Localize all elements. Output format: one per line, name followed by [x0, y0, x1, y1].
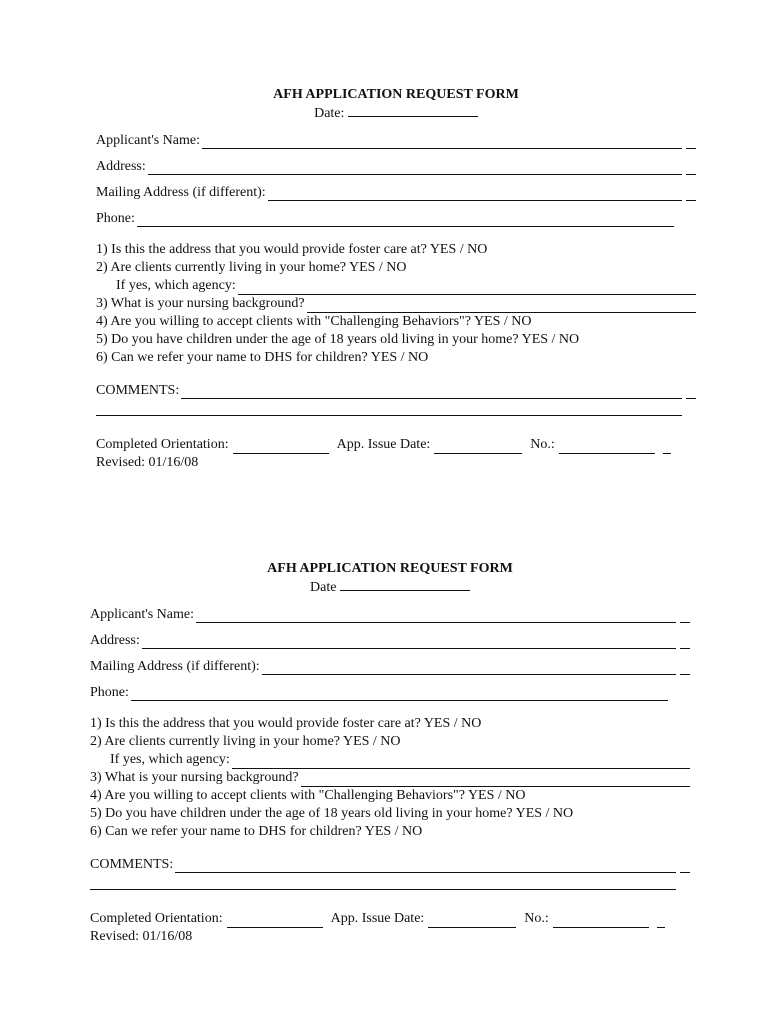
- line-tail: [657, 913, 665, 928]
- date-field[interactable]: [348, 104, 478, 117]
- application-form-1: [96, 86, 696, 472]
- applicant-name-row: [96, 131, 696, 149]
- issue-date-field[interactable]: [434, 439, 522, 454]
- agency-label: If yes, which agency:: [116, 278, 236, 293]
- office-use-row: [96, 436, 696, 454]
- form-title: AFH APPLICATION REQUEST FORM: [273, 87, 519, 102]
- question-6: 6) Can we refer your name to DHS for children? YES / NO: [96, 350, 429, 365]
- agency-field[interactable]: [238, 280, 696, 295]
- question-4: 4) Are you willing to accept clients with "Challenging Behaviors"? YES / NO: [90, 788, 526, 803]
- question-3: 3) What is your nursing background?: [96, 295, 696, 313]
- agency-label: If yes, which agency:: [110, 752, 230, 767]
- phone-field[interactable]: [131, 686, 668, 701]
- line-tail: [686, 384, 696, 399]
- agency-field[interactable]: [232, 754, 690, 769]
- agency-row: [96, 277, 696, 295]
- question-1: 1) Is this the address that you would provide foster care at? YES / NO: [90, 716, 482, 731]
- address-field[interactable]: [142, 634, 676, 649]
- date-label: Date: [310, 580, 337, 595]
- phone-label: Phone:: [96, 211, 135, 226]
- question-1: 1) Is this the address that you would provide foster care at? YES / NO: [96, 242, 488, 257]
- application-form-2: [90, 560, 690, 946]
- mailing-address-row: [90, 657, 690, 675]
- date-label: Date:: [314, 106, 345, 121]
- number-field[interactable]: [553, 913, 649, 928]
- applicant-name-label: Applicant's Name:: [90, 607, 194, 622]
- mailing-address-field[interactable]: [268, 186, 682, 201]
- line-tail: [680, 660, 690, 675]
- comments-extra-line[interactable]: [96, 405, 682, 416]
- questions-list: [96, 241, 696, 367]
- form-title: AFH APPLICATION REQUEST FORM: [267, 561, 513, 576]
- agency-row: [90, 751, 690, 769]
- comments-row: [96, 381, 696, 399]
- comments-field[interactable]: [175, 858, 676, 873]
- revised-date: Revised: 01/16/08: [90, 929, 193, 944]
- question-6: 6) Can we refer your name to DHS for children? YES / NO: [90, 824, 423, 839]
- office-use-row: [90, 910, 690, 928]
- questions-list: [90, 715, 690, 841]
- question-2: 2) Are clients currently living in your home? YES / NO: [96, 260, 407, 275]
- applicant-name-label: Applicant's Name:: [96, 133, 200, 148]
- phone-row: [90, 683, 690, 701]
- line-tail: [680, 858, 690, 873]
- nursing-background-field[interactable]: [307, 298, 696, 313]
- number-label: No.:: [530, 437, 555, 452]
- issue-date-label: App. Issue Date:: [330, 911, 425, 926]
- question-2: 2) Are clients currently living in your home? YES / NO: [90, 734, 401, 749]
- address-row: [90, 631, 690, 649]
- line-tail: [663, 439, 671, 454]
- issue-date-label: App. Issue Date:: [336, 437, 431, 452]
- completed-orientation-label: Completed Orientation:: [90, 911, 223, 926]
- phone-field[interactable]: [137, 212, 674, 227]
- date-field[interactable]: [340, 578, 470, 591]
- comments-extra-line[interactable]: [90, 879, 676, 890]
- applicant-name-field[interactable]: [196, 608, 676, 623]
- comments-field[interactable]: [181, 384, 682, 399]
- address-label: Address:: [96, 159, 146, 174]
- line-tail: [686, 186, 696, 201]
- issue-date-field[interactable]: [428, 913, 516, 928]
- phone-row: [96, 209, 696, 227]
- line-tail: [680, 634, 690, 649]
- date-row: [90, 578, 690, 597]
- question-3: 3) What is your nursing background?: [90, 769, 690, 787]
- completed-orientation-field[interactable]: [233, 439, 329, 454]
- completed-orientation-label: Completed Orientation:: [96, 437, 229, 452]
- comments-label: COMMENTS:: [96, 383, 180, 398]
- line-tail: [680, 608, 690, 623]
- address-field[interactable]: [148, 160, 682, 175]
- line-tail: [686, 134, 696, 149]
- date-row: [96, 104, 696, 123]
- mailing-address-row: [96, 183, 696, 201]
- question-5: 5) Do you have children under the age of 18 years old living in your home? YES / NO: [96, 332, 580, 347]
- phone-label: Phone:: [90, 685, 129, 700]
- mailing-address-field[interactable]: [262, 660, 676, 675]
- mailing-address-label: Mailing Address (if different):: [96, 185, 266, 200]
- line-tail: [686, 160, 696, 175]
- mailing-address-label: Mailing Address (if different):: [90, 659, 260, 674]
- applicant-name-row: [90, 605, 690, 623]
- number-field[interactable]: [559, 439, 655, 454]
- question-5: 5) Do you have children under the age of 18 years old living in your home? YES / NO: [90, 806, 574, 821]
- address-label: Address:: [90, 633, 140, 648]
- address-row: [96, 157, 696, 175]
- comments-row: [90, 855, 690, 873]
- completed-orientation-field[interactable]: [227, 913, 323, 928]
- number-label: No.:: [524, 911, 549, 926]
- applicant-name-field[interactable]: [202, 134, 682, 149]
- question-4: 4) Are you willing to accept clients with "Challenging Behaviors"? YES / NO: [96, 314, 532, 329]
- comments-label: COMMENTS:: [90, 857, 174, 872]
- revised-date: Revised: 01/16/08: [96, 455, 199, 470]
- nursing-background-field[interactable]: [301, 772, 690, 787]
